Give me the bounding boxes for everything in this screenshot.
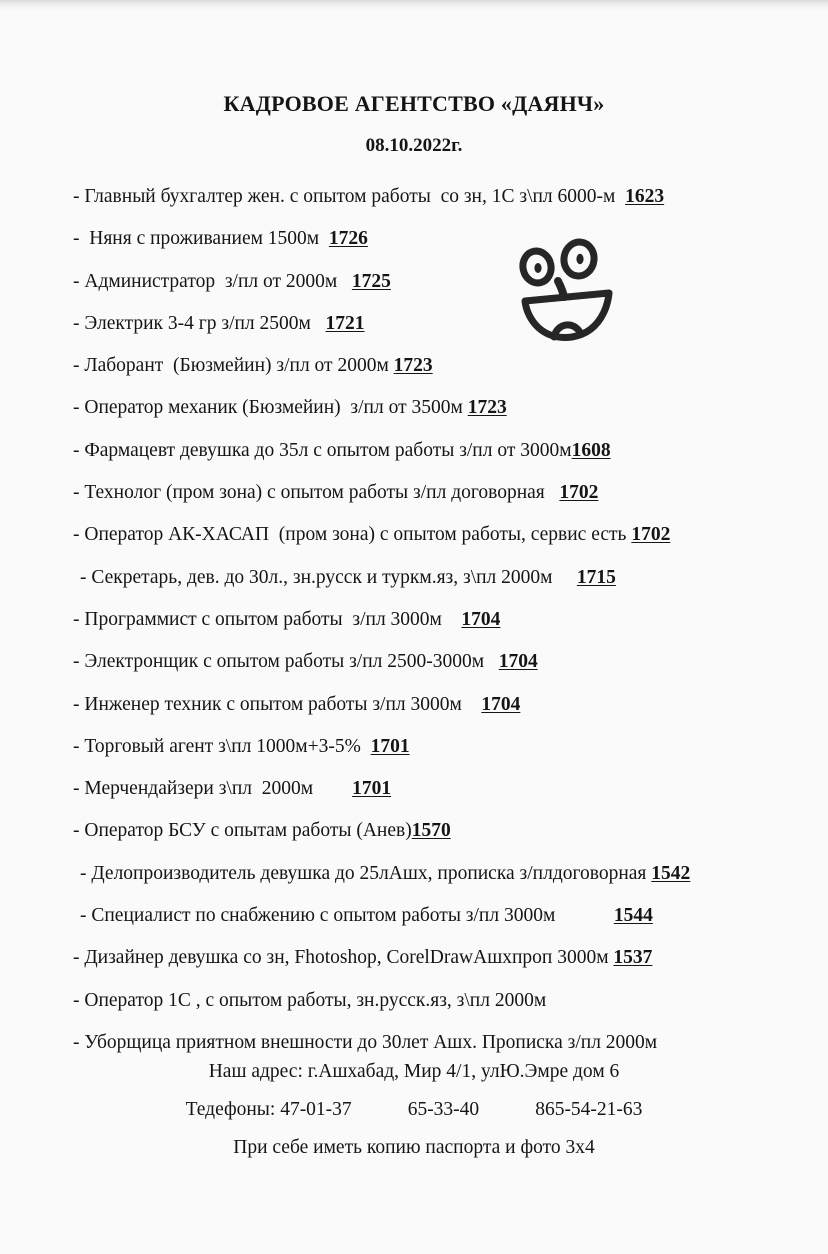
vacancy-description: - Фармацевт девушка до 35л с опытом работы з/пл от 3000м <box>73 439 572 461</box>
vacancy-code: 1544 <box>613 905 653 927</box>
vacancy-description: - Электронщик с опытом работы з/пл 2500-3000м <box>73 651 499 673</box>
phones-line <box>0 1091 828 1129</box>
vacancy-code: 1608 <box>571 439 611 461</box>
vacancy-description: - Лаборант (Бюзмейин) з/пл от 2000м <box>73 355 394 377</box>
page-title: КАДРОВОЕ АГЕНТСТВО «ДАЯНЧ» <box>223 91 605 116</box>
vacancy-code: 1701 <box>352 778 392 800</box>
list-item <box>0 641 828 683</box>
list-item <box>0 176 828 218</box>
vacancy-description: - Программист с опытом работы з/пл 3000м <box>73 608 462 630</box>
vacancy-description: - Оператор механик (Бюзмейин) з/пл от 3500м <box>73 397 468 419</box>
vacancy-description: - Специалист по снабжению с опытом работы з/пл 3000м <box>80 905 614 927</box>
vacancy-description: - Оператор 1С , с опытом работы, зн.русск.яз, з\пл 2000м <box>73 989 547 1011</box>
list-item <box>0 514 828 556</box>
list-item <box>0 937 828 979</box>
vacancy-description: - Секретарь, дев. до 30л., зн.русск и туркм.яз, з\пл 2000м <box>80 566 577 588</box>
vacancy-description: - Уборщица приятном внешности до 30лет Ашх. Прописка з/пл 2000м <box>73 1031 658 1053</box>
vacancy-code: 1701 <box>370 735 410 757</box>
list-item <box>0 430 828 472</box>
phone-number-3: 865-54-21-63 <box>535 1099 643 1120</box>
vacancy-description: - Электрик 3-4 гр з/пл 2500м <box>73 312 326 334</box>
list-item <box>0 557 828 599</box>
vacancy-description: - Главный бухгалтер жен. с опытом работы со зн, 1С з\пл 6000-м <box>73 186 626 207</box>
document-date: 08.10.2022г. <box>365 135 463 156</box>
list-item <box>0 684 828 726</box>
list-item <box>0 472 828 514</box>
vacancy-description: - Няня с проживанием 1500м <box>73 228 329 250</box>
vacancy-description: - Оператор БСУ с опытам работы (Анев) <box>73 820 412 842</box>
list-item <box>0 345 828 387</box>
vacancy-code: 1723 <box>467 397 507 419</box>
vacancy-code: 1704 <box>498 651 538 673</box>
vacancy-code: 1570 <box>411 820 451 842</box>
list-item <box>0 853 828 895</box>
list-item <box>0 768 828 810</box>
vacancy-code: 1723 <box>393 355 433 377</box>
list-item <box>0 726 828 768</box>
list-item <box>0 895 828 937</box>
vacancy-description: - Инженер техник с опытом работы з/пл 3000м <box>73 693 482 715</box>
vacancy-code: 1702 <box>631 524 671 546</box>
vacancy-description: - Дизайнер девушка со зн, Fhotoshop, CorelDrawАшхпроп 3000м <box>73 947 614 969</box>
vacancy-code: 1721 <box>325 312 365 334</box>
vacancy-description: - Оператор АК-ХАСАП (пром зона) с опытом работы, сервис есть <box>73 524 632 546</box>
list-item <box>0 218 828 260</box>
requirements-note: При себе иметь копию паспорта и фото 3х4 <box>233 1137 595 1158</box>
list-item <box>0 599 828 641</box>
phone-number-2: 65-33-40 <box>407 1099 480 1120</box>
vacancy-description: - Делопроизводитель девушка до 25лАшх, прописка з/плдоговорная <box>80 862 652 884</box>
list-item <box>0 810 828 852</box>
vacancy-code: 1726 <box>328 228 368 250</box>
vacancy-code: 1715 <box>576 566 616 588</box>
list-item <box>0 980 828 1022</box>
vacancy-description: - Мерчендайзери з\пл 2000м <box>73 778 353 800</box>
vacancy-code: 1623 <box>625 186 665 207</box>
scan-edge-shading <box>0 0 828 10</box>
vacancy-code: 1704 <box>461 608 501 630</box>
footer <box>0 1053 828 1167</box>
vacancy-code: 1542 <box>651 862 691 884</box>
phones-label: Тедефоны: <box>185 1099 276 1120</box>
vacancy-code: 1704 <box>481 693 521 715</box>
vacancy-code: 1537 <box>613 947 653 969</box>
address-line: Наш адрес: г.Ашхабад, Мир 4/1, улЮ.Эмре дом 6 <box>208 1061 620 1082</box>
vacancy-description: - Администратор з/пл от 2000м <box>73 270 352 292</box>
list-item <box>0 387 828 429</box>
vacancy-list <box>0 176 828 1064</box>
vacancy-description: - Технолог (пром зона) с опытом работы з/пл договорная <box>73 482 560 504</box>
vacancy-description: - Торговый агент з\пл 1000м+3-5% <box>73 735 371 757</box>
list-item <box>0 303 828 345</box>
vacancy-code: 1702 <box>559 482 599 504</box>
vacancy-code: 1725 <box>351 270 391 292</box>
phone-number-1: 47-01-37 <box>280 1099 352 1120</box>
list-item <box>0 261 828 303</box>
